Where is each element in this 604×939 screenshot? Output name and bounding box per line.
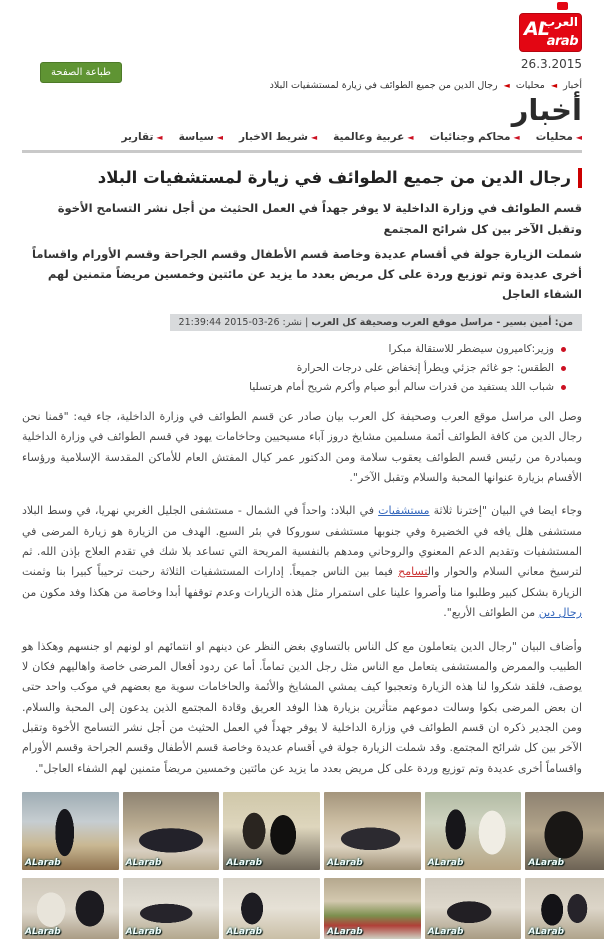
nav-item-local[interactable]: [536, 131, 582, 143]
alarab-watermark: ALarab: [528, 857, 565, 868]
alarab-watermark: ALarab: [25, 857, 61, 868]
alarab-watermark: ALarab: [25, 926, 61, 937]
article-photo-7[interactable]: [22, 878, 119, 939]
nav-item-reports[interactable]: [121, 131, 162, 143]
breadcrumb-news-link[interactable]: أخبار: [563, 80, 582, 91]
alarab-watermark: ALarab: [226, 926, 263, 937]
related-link-label: شباب اللد يستفيد من قدرات سالم أبو صيام وأكرم شريح أمام هرتسليا: [249, 381, 554, 394]
lead-line: شملت الزيارة جولة في أقسام عديدة وخاصة قسم الأطفال وقسم الجراحة وقسم الأورام واقساماً أخرى عديدة وتم توزيع وردة على كل مريض بعدد ما يزيد عن مائتين وخمسين مريضاً متمنين لهم الشفاء العاجل: [32, 246, 582, 301]
article-photo-11[interactable]: [425, 878, 522, 939]
nav-item-label: عربية وعالمية: [333, 131, 405, 143]
bullet-icon: [561, 366, 566, 371]
nav-item-politics[interactable]: [179, 131, 223, 143]
photo-row: [22, 792, 604, 870]
hospitals-link[interactable]: مستشفيات: [378, 504, 430, 518]
p2-text: في البلاد: واحداً في الشمال - مستشفى الجليل الغربي نهريا، في وسط البلاد مستشفى هلل يافه في الخضيرة وفي جنوبها مستشفى سوروكا في بئر السبع. الهدف من الزيارة هو زيارة المرضى في المستشفيات وتقديم الدعم المعنوي والروحاني ومدهم بالنفسية المريحة التي تساعد بلا شك في تقدم العلاج بإذن الله. ثم لترسيخ معاني السلام والحوار وال: [22, 504, 582, 579]
article-photo-gallery: [0, 792, 604, 939]
article-photo-3[interactable]: [223, 792, 320, 870]
alarab-watermark: ALarab: [125, 926, 162, 937]
top-red-mark: [557, 2, 568, 10]
article-photo-1[interactable]: [22, 792, 119, 870]
nav-arrow-icon: ◄: [407, 132, 414, 142]
clergy-link[interactable]: رجال دين: [538, 606, 582, 620]
alarab-watermark: ALarab: [427, 857, 464, 868]
alarab-logo[interactable]: [519, 13, 582, 52]
article-photo-6[interactable]: [525, 792, 604, 870]
p2-text: من الطوائف الأربع".: [443, 606, 539, 620]
tolerance-link[interactable]: تسامح: [398, 565, 428, 579]
breadcrumb-local-link[interactable]: محليات: [515, 80, 545, 91]
title-accent-bar: [578, 168, 582, 188]
article-lead: [22, 198, 582, 304]
nav-item-newsticker[interactable]: [239, 131, 317, 143]
nav-arrow-icon: ◄: [216, 132, 223, 142]
related-link-label: وزير:كاميرون سيضطر للاستقالة مبكرا: [388, 343, 554, 356]
lead-line: قسم الطوائف في وزارة الداخلية لا يوفر جهداً في العمل الحثيث من أجل نشر التسامح الأخوة وتقبل الآخر بين كل شرائح المجتمع: [57, 201, 582, 236]
article: [22, 167, 582, 779]
article-photo-8[interactable]: [123, 878, 220, 939]
article-body: [22, 407, 582, 779]
nav-item-courts[interactable]: [429, 131, 519, 143]
article-photo-9[interactable]: [223, 878, 320, 939]
article-photo-4[interactable]: [324, 792, 421, 870]
p2-text: وجاء ايضا في البيان "إخترنا ثلاثة: [429, 504, 583, 518]
nav-arrow-icon: ◄: [575, 132, 582, 142]
publication-date: 26.3.2015: [520, 57, 582, 71]
p2-text: فيما بين الناس جميعاً. إدارات المستشفيات الثلاثة رحبت ترحيباً كبيرا بنا وثمنت الزيارة بشكل كبير وطلبوا منا وأصروا علينا على استمرار مثل هذه الزيارات وعدم توقفها أبدا وخاصة من هكذا وفد مكون من: [22, 565, 582, 599]
alarab-watermark: ALarab: [528, 926, 565, 937]
nav-arrow-icon: ◄: [156, 132, 163, 142]
article-meta-bar: [170, 314, 582, 331]
news-category-nav: [22, 131, 582, 153]
logo-arabic-text: العرب: [543, 15, 578, 29]
related-link-weather[interactable]: [22, 362, 566, 374]
article-photo-2[interactable]: [123, 792, 220, 870]
alarab-watermark: ALarab: [226, 857, 263, 868]
section-title: أخبار: [511, 93, 582, 127]
breadcrumb-current-page: رجال الدين من جميع الطوائف في زيارة لمستشفيات البلاد: [269, 80, 498, 91]
alarab-watermark: ALarab: [327, 857, 363, 868]
nav-arrow-icon: ◄: [310, 132, 318, 142]
article-photo-5[interactable]: [425, 792, 522, 870]
related-link-cameron[interactable]: [22, 343, 566, 355]
nav-item-label: سياسة: [178, 131, 214, 143]
body-paragraph-2: [22, 501, 582, 623]
logo-al-text: AL: [524, 18, 549, 40]
related-link-label: الطقس: جو غائم جزئي ويطرأ إنخفاض على درجات الحرارة: [296, 362, 554, 375]
article-photo-10[interactable]: [324, 878, 421, 939]
article-photo-12[interactable]: [525, 878, 604, 939]
alarab-watermark: ALarab: [125, 857, 162, 868]
nav-item-label: محليات: [535, 131, 573, 143]
meta-wrap: [22, 310, 582, 331]
body-paragraph-3: وأضاف البيان "رجال الدين يتعاملون مع كل الناس بالتساوي بغض النظر عن دينهم او انتمائهم او لونهم او جنسهم وهكذا هو الطبيب والممرض والمستشفى يتعامل مع الناس مثل رجل الدين تماماً. أما عن ردود أفعال المرضى خاصة واهاليهم فكان لا يوصف، فلقد شكروا لنا هذه الزيارة وتعجبوا كيف يمشي المشايخ والأئمة والحاخامات سوية مع بعضهم في موكب واحد حتى ان بعض المرضى بكوا وسالت دموعهم متأثرين بزيارة هذا الوفد العريق وقادة المجتمع الذين يدعون إلى المحبة والسلام. ومن الجدير ذكره ان قسم الطوائف في وزارة الداخلية لا يوفر جهداً في العمل الحثيث من أجل نشر التسامح الأخوة وتقبل الآخر بين كل شرائح المجتمع. وقد شملت الزيارة جولة في أقسام عديدة وخاصة قسم الأطفال وقسم الجراحة وقسم الأورام واقساماً أخرى عديدة وتم توزيع وردة على كل مريض بعدد ما يزيد عن مائتين وخمسين مريضاً متمنين لهم الشفاء العاجل".: [22, 639, 582, 775]
nav-arrow-icon: ◄: [513, 132, 520, 142]
photo-row: [22, 878, 604, 939]
breadcrumb-separator-icon: ◄: [550, 81, 558, 90]
nav-item-label: شريط الاخبار: [238, 131, 308, 143]
print-page-button[interactable]: طباعة الصفحة: [40, 62, 122, 83]
bullet-icon: [561, 385, 566, 390]
nav-item-world[interactable]: [333, 131, 413, 143]
article-byline: من: أمين بسير - مراسل موقع العرب وصحيفة كل العرب: [311, 317, 573, 329]
related-links: [22, 343, 566, 393]
nav-item-label: تقارير: [121, 131, 154, 143]
article-published-time: نشر: 26-03-2015 21:39:44: [178, 317, 303, 329]
alarab-watermark: ALarab: [427, 926, 464, 937]
body-paragraph-1: وصل الى مراسل موقع العرب وصحيفة كل العرب بيان صادر عن قسم الطوائف في وزارة الداخلية، جاء فيه: "قمنا نحن رجال الدين من كافة الطوائف أئمة مسلمين مشايخ دروز آباء مسيحيين وحاخامات يهود في قسم الطوائف في وزارة الداخلية وبمبادرة من رئيس قسم الطوائف يعقوب سلامة ومن الدكتور عمر كيال المفتش العام للأماكن المقدسة الإسلامية ورؤساء الأقسام بزيارة عنوانها المحبة والسلام وتقبل الآخر".: [22, 410, 582, 485]
article-title-row: [22, 167, 582, 188]
page-header: [0, 0, 604, 78]
meta-divider: |: [302, 317, 309, 329]
logo-arab-text: arab: [546, 34, 578, 49]
nav-item-label: محاكم وجنائيات: [429, 131, 511, 143]
breadcrumb-separator-icon: ◄: [503, 81, 510, 90]
bullet-icon: [561, 347, 566, 352]
article-title: رجال الدين من جميع الطوائف في زيارة لمستشفيات البلاد: [97, 168, 571, 187]
alarab-watermark: ALarab: [327, 926, 363, 937]
related-link-sports[interactable]: [22, 381, 566, 393]
